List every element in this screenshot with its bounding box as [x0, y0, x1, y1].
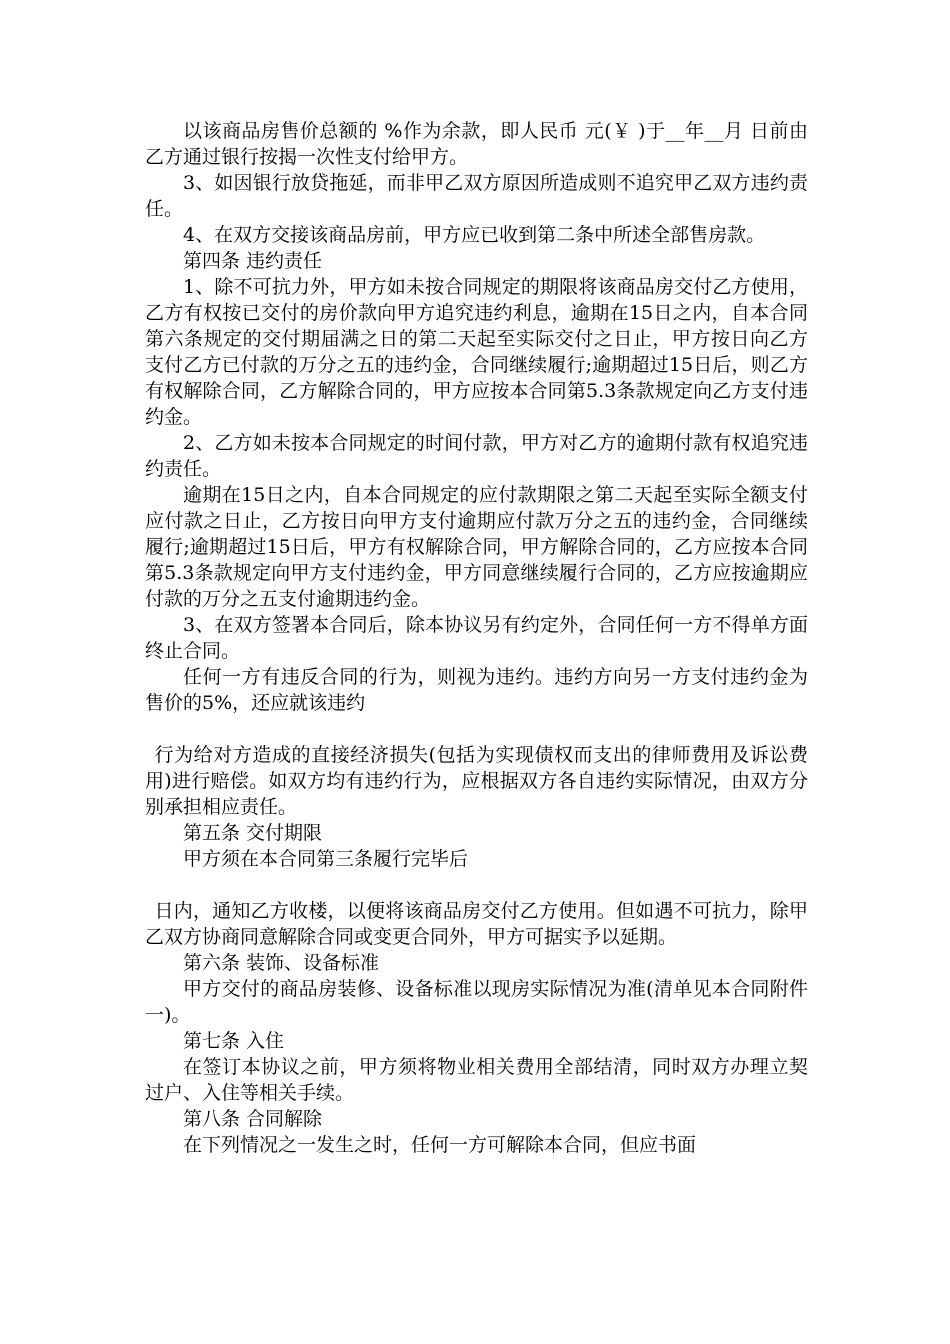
paragraph-breach-definition: 任何一方有违反合同的行为，则视为违约。违约方向另一方支付违约金为售价的5%，还应就该违约	[145, 666, 808, 714]
blank-line	[145, 872, 808, 898]
heading-article-5: 第五条 交付期限	[183, 822, 323, 844]
heading-article-7: 第七条 入住	[183, 1030, 285, 1052]
paragraph-termination: 在下列情况之一发生之时，任何一方可解除本合同，但应书面	[183, 1134, 697, 1156]
paragraph-balance-payment: 以该商品房售价总额的 %作为余款，即人民币 元(￥ )于__年__月 日前由乙方通过银行按揭一次性支付给甲方。	[145, 120, 808, 168]
heading-article-6: 第六条 装饰、设备标准	[183, 952, 380, 974]
blank-line	[145, 716, 808, 742]
heading-article-4: 第四条 违约责任	[183, 250, 323, 272]
paragraph-clause-4-1: 1、除不可抗力外，甲方如未按合同规定的期限将该商品房交付乙方使用，乙方有权按已交付的房价款向甲方追究违约利息，逾期在15日之内，自本合同第六条规定的交付期届满之日的第二天起至实际交付之日止，甲方按日向乙方支付乙方已付款的万分之五的违约金，合同继续履行;逾期超过15日后，则乙方有权解除合同，乙方解除合同的，甲方应按本合同第5.3条款规定向乙方支付违约金。	[145, 276, 808, 428]
heading-article-8: 第八条 合同解除	[183, 1108, 323, 1130]
paragraph-clause-3-3: 3、如因银行放贷拖延，而非甲乙双方原因所造成则不追究甲乙双方违约责任。	[145, 172, 808, 220]
paragraph-decoration-standard: 甲方交付的商品房装修、设备标准以现房实际情况为准(清单见本合同附件一)。	[145, 978, 808, 1026]
paragraph-delivery-start: 甲方须在本合同第三条履行完毕后	[183, 848, 469, 870]
paragraph-damages: 行为给对方造成的直接经济损失(包括为实现债权而支出的律师费用及诉讼费用)进行赔偿。如双方均有违约行为，应根据双方各自违约实际情况，由双方分别承担相应责任。	[145, 744, 808, 818]
paragraph-clause-3-4: 4、在双方交接该商品房前，甲方应已收到第二条中所述全部售房款。	[183, 224, 766, 246]
document-page	[145, 118, 808, 1158]
paragraph-overdue-payment: 逾期在15日之内，自本合同规定的应付款期限之第二天起至实际全额支付应付款之日止，乙方按日向甲方支付逾期应付款万分之五的违约金，合同继续履行;逾期超过15日后，甲方有权解除合同，甲方解除合同的，乙方应按本合同第5.3条款规定向甲方支付违约金，甲方同意继续履行合同的，乙方应按逾期应付款的万分之五支付逾期违约金。	[145, 484, 808, 610]
paragraph-clause-4-3: 3、在双方签署本合同后，除本协议另有约定外，合同任何一方不得单方面终止合同。	[145, 614, 808, 662]
paragraph-move-in: 在签订本协议之前，甲方须将物业相关费用全部结清，同时双方办理立契过户、入住等相关手续。	[145, 1056, 808, 1104]
paragraph-clause-4-2: 2、乙方如未按本合同规定的时间付款，甲方对乙方的逾期付款有权追究违约责任。	[145, 432, 808, 480]
paragraph-delivery-notice: 日内，通知乙方收楼，以便将该商品房交付乙方使用。但如遇不可抗力，除甲乙双方协商同意解除合同或变更合同外，甲方可据实予以延期。	[145, 900, 808, 948]
